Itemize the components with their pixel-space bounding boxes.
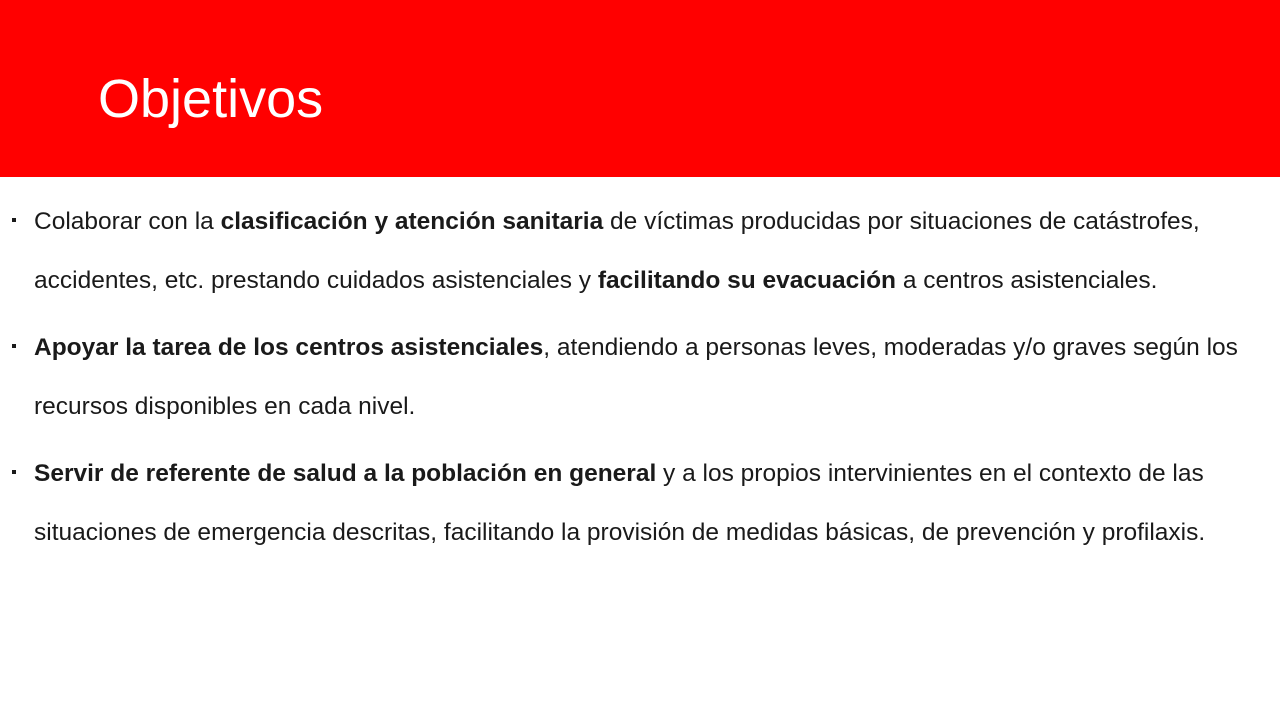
bullet-marker-icon <box>12 470 16 474</box>
bullet-text <box>34 334 1238 420</box>
bullet-marker-icon <box>12 218 16 222</box>
bullet-segment: a centros asistenciales. <box>896 266 1158 294</box>
bullet-item <box>34 319 1240 436</box>
bullet-segment-bold: clasificación y atención sanitaria <box>220 208 604 235</box>
bullet-segment: de víctimas producidas por situaciones de catástrofes, accidentes, etc. prestando cuidados asistenciales y <box>34 208 1200 294</box>
bullet-marker-icon <box>12 344 16 348</box>
bullet-item <box>34 445 1240 562</box>
slide-title: Objetivos <box>98 69 324 129</box>
title-bar <box>0 0 1280 177</box>
bullet-item <box>34 193 1240 310</box>
bullet-segment: Colaborar con la <box>34 208 221 235</box>
bullet-segment-bold: Servir de referente de salud a la población en general <box>34 460 657 487</box>
bullet-segment-bold: facilitando su evacuación <box>597 266 897 294</box>
bullet-segment: , atendiendo a personas leves, moderadas y/o graves según los recursos disponibles en cada nivel. <box>34 334 1238 420</box>
bullet-text <box>34 460 1205 546</box>
bullet-text <box>34 208 1200 294</box>
bullet-segment-bold: Apoyar la tarea de los centros asistenciales <box>34 334 544 361</box>
bullet-segment: y a los propios intervinientes en el contexto de las situaciones de emergencia descritas, facilitando la provisión de medidas básicas, de prevención y profilaxis. <box>34 460 1206 546</box>
bullet-list <box>34 193 1240 571</box>
